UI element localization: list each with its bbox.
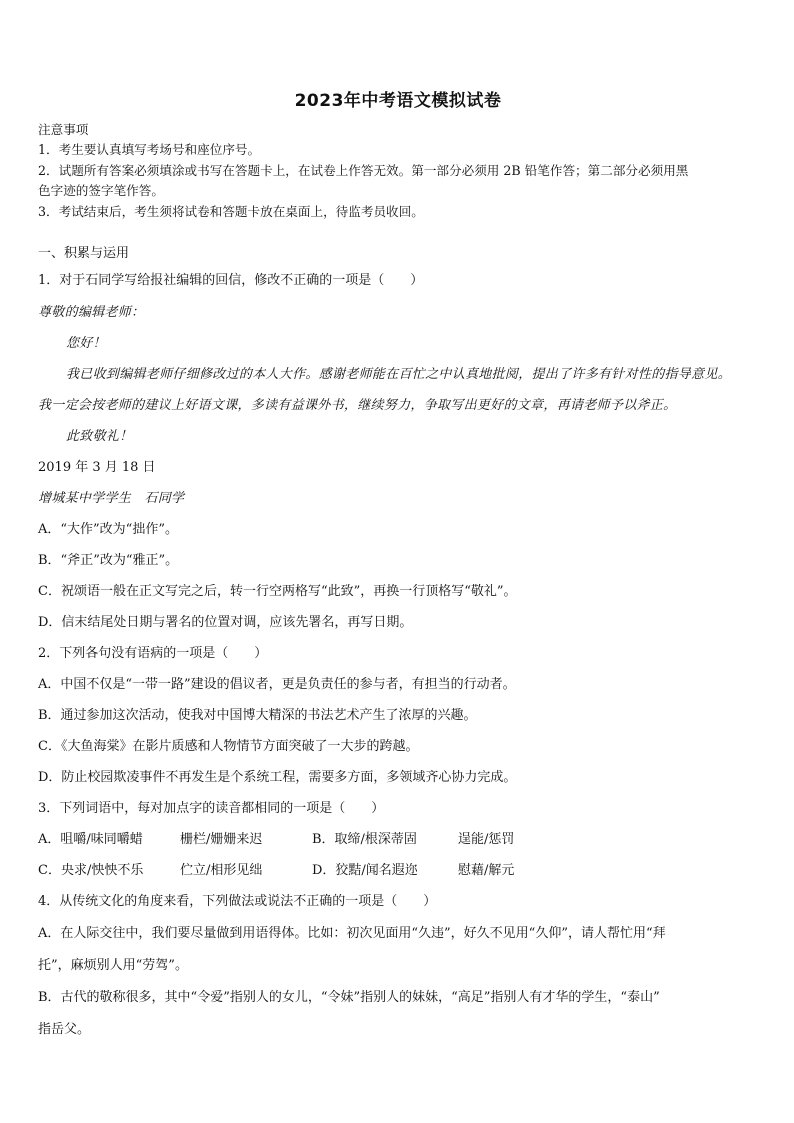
letter-greeting: 您好！: [66, 336, 106, 351]
notice-item: 2．试题所有答案必须填涂或书写在答题卡上，在试卷上作答无效。第一部分必须用 2B 铅笔作答；第二部分必须用黑: [38, 163, 689, 178]
option-a: A．“大作”改为“拙作”。: [38, 522, 178, 537]
option-b: B．取缔/根深蒂固: [312, 832, 417, 847]
option-d: D．狡黠/闻名遐迩: [312, 863, 418, 878]
question-stem: 2．下列各句没有语病的一项是（ ）: [38, 646, 268, 661]
option-b-pair: 逞能/惩罚: [458, 832, 515, 847]
option-b-cont: 指岳父。: [38, 1022, 91, 1037]
option-a-cont: 托”，麻烦别人用“劳驾”。: [38, 958, 188, 973]
option-d-pair: 慰藉/解元: [458, 863, 515, 878]
option-b: B．通过参加这次活动，使我对中国博大精深的书法艺术产生了浓厚的兴趣。: [38, 708, 477, 723]
question-stem: 4．从传统文化的角度来看，下列做法或说法不正确的一项是（ ）: [38, 894, 437, 909]
option-a: A．在人际交往中，我们要尽量做到用语得体。比如：初次见面用“久违”，好久不见用“久仰”，请人帮忙用“拜: [38, 926, 666, 941]
question-stem: 1．对于石同学写给报社编辑的回信，修改不正确的一项是（ ）: [38, 273, 424, 288]
notice-heading: 注意事项: [38, 122, 89, 137]
option-d: D．信末结尾处日期与署名的位置对调，应该先署名，再写日期。: [38, 615, 413, 630]
option-c-pair: 伫立/相形见绌: [180, 863, 263, 878]
option-c: C．《大鱼海棠》在影片质感和人物情节方面突破了一大步的跨越。: [38, 739, 419, 754]
section-heading: 一、积累与运用: [38, 246, 130, 261]
letter-body: 我已收到编辑老师仔细修改过的本人大作。感谢老师能在百忙之中认真地批阅，提出了许多有针对性的指导意见。: [66, 367, 732, 382]
option-row: [38, 862, 514, 880]
question-stem: 3．下列词语中，每对加点字的读音都相同的一项是（ ）: [38, 801, 385, 816]
option-c: C．祝颂语一般在正文写完之后，转一行空两格写“此致”，再换一行顶格写“敬礼”。: [38, 584, 517, 599]
option-c: C．央求/怏怏不乐: [38, 863, 144, 878]
notice-item: 色字迹的签字笔作答。: [38, 183, 164, 198]
page-title: 2023年中考语文模拟试卷: [294, 91, 502, 111]
option-a-pair: 栅栏/姗姗来迟: [180, 832, 263, 847]
option-row: [38, 831, 514, 849]
letter-body: 我一定会按老师的建议上好语文课，多读有益课外书，继续努力，争取写出更好的文章，再请老师予以斧正。: [38, 398, 677, 413]
option-a: A．咀嚼/味同嚼蜡: [38, 832, 143, 847]
option-b: B．“斧正”改为“雅正”。: [38, 553, 179, 568]
notice-item: 3．考试结束后，考生须将试卷和答题卡放在桌面上，待监考员收回。: [38, 204, 424, 219]
option-b: B．古代的敬称很多，其中“令爱”指别人的女儿，“令妹”指别人的妹妹，“高足”指别人有才华的学生，“泰山”: [38, 990, 660, 1005]
letter-salutation: 尊敬的编辑老师：: [38, 305, 145, 320]
notice-item: 1．考生要认真填写考场号和座位序号。: [38, 142, 261, 157]
option-d: D．防止校园欺凌事件不再发生是个系统工程，需要多方面，多领域齐心协力完成。: [38, 770, 517, 785]
option-a: A．中国不仅是“一带一路”建设的倡议者，更是负责任的参与者，有担当的行动者。: [38, 677, 516, 692]
letter-date: 2019 年 3 月 18 日: [38, 460, 156, 475]
letter-signature: 增城某中学学生 石同学: [38, 491, 185, 506]
letter-closing: 此致敬礼！: [66, 429, 133, 444]
